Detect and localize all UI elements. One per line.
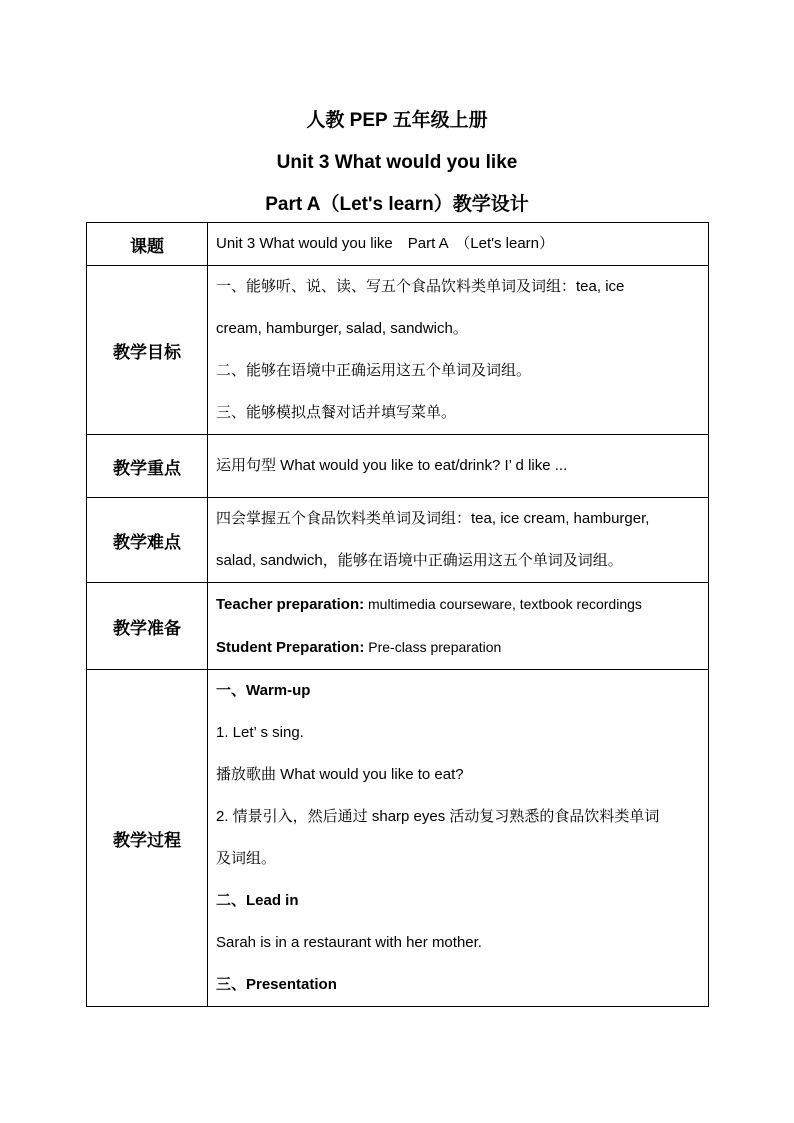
- objective-line: cream, hamburger, salad, sandwich。: [216, 320, 468, 337]
- presentation-heading: 三、Presentation: [216, 976, 337, 993]
- leadin-heading: 二、Lead in: [216, 892, 299, 909]
- difficulty-line: salad, sandwich，能够在语境中正确运用这五个单词及词组。: [216, 552, 623, 569]
- table-row-process: [87, 670, 709, 1007]
- objective-line: 二、能够在语境中正确运用这五个单词及词组。: [216, 362, 532, 379]
- process-step: 2. 情景引入，然后通过 sharp eyes 活动复习熟悉的食品饮料类单词: [216, 808, 660, 825]
- unit-title: Unit 3 What would you like: [276, 152, 518, 173]
- grade-title: 人教 PEP 五年级上册: [306, 110, 488, 131]
- key-points-value: 运用句型 What would you like to eat/drink? I’ d like ...: [216, 457, 568, 474]
- difficulty-line: 四会掌握五个食品饮料类单词及词组：tea, ice cream, hamburger,: [216, 510, 650, 527]
- student-preparation: [216, 626, 702, 669]
- process-step: 及词组。: [216, 850, 277, 867]
- topic-value: Unit 3 What would you like Part A （Let's learn）: [216, 235, 555, 252]
- key-points-label: 教学重点: [87, 435, 208, 498]
- topic-label: 课题: [87, 223, 208, 266]
- table-row-topic: [87, 223, 709, 266]
- student-preparation-value: Pre-class preparation: [364, 639, 502, 655]
- teacher-preparation-label: Teacher preparation:: [216, 596, 365, 613]
- teacher-preparation: [216, 583, 702, 626]
- lesson-title: Part A（Let's learn）教学设计: [265, 194, 529, 215]
- difficulties-cell: [208, 498, 709, 583]
- objectives-label: 教学目标: [87, 266, 208, 435]
- preparation-cell: [208, 583, 709, 670]
- preparation-label: 教学准备: [87, 583, 208, 670]
- process-step: Sarah is in a restaurant with her mother.: [216, 934, 482, 951]
- table-row-objectives: [87, 266, 709, 435]
- objective-line: 一、能够听、说、读、写五个食品饮料类单词及词组：tea, ice: [216, 278, 625, 295]
- topic-value-cell: [208, 223, 709, 266]
- warmup-heading: 一、Warm-up: [216, 682, 311, 699]
- document-header: [0, 100, 794, 226]
- table-row-key-points: [87, 435, 709, 498]
- teacher-preparation-value: multimedia courseware, textbook recordings: [364, 596, 642, 612]
- table-row-preparation: [87, 583, 709, 670]
- objectives-cell: [208, 266, 709, 435]
- lesson-plan-table: [86, 222, 709, 1007]
- process-step: 1. Let’ s sing.: [216, 724, 304, 741]
- difficulties-label: 教学难点: [87, 498, 208, 583]
- process-cell: [208, 670, 709, 1007]
- process-step: 播放歌曲 What would you like to eat?: [216, 766, 464, 783]
- table-row-difficulties: [87, 498, 709, 583]
- student-preparation-label: Student Preparation:: [216, 639, 365, 656]
- key-points-cell: [208, 435, 709, 498]
- objective-line: 三、能够模拟点餐对话并填写菜单。: [216, 404, 457, 421]
- process-label: 教学过程: [87, 670, 208, 1007]
